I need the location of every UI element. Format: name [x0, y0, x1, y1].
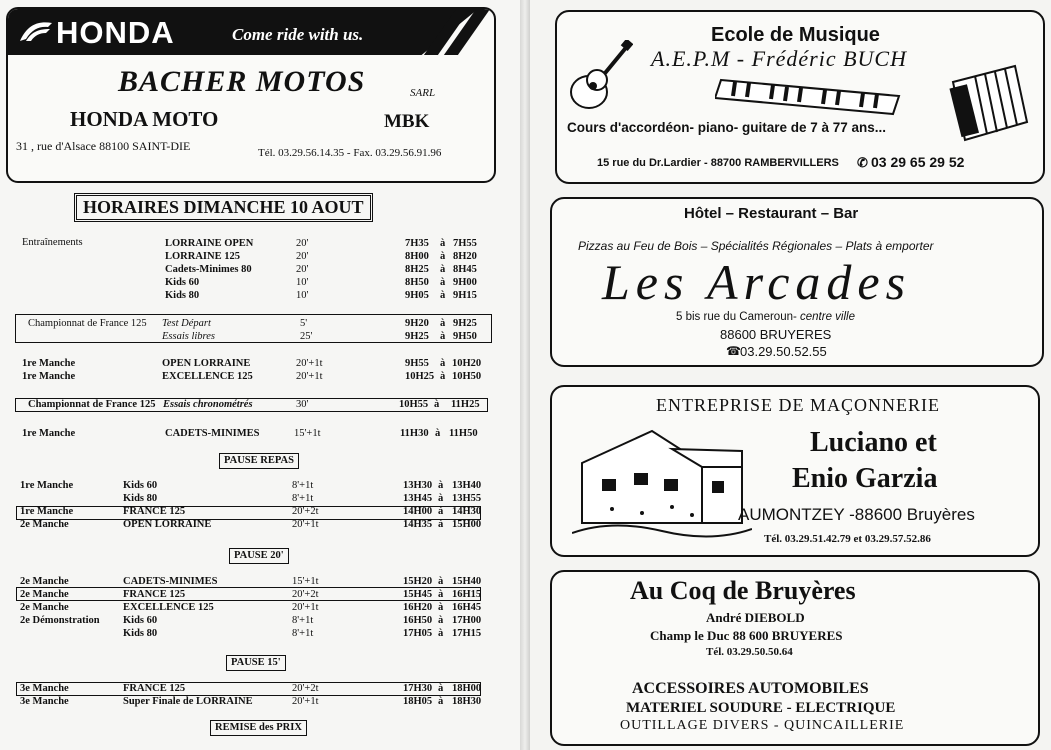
run-label: 1re Manche — [22, 428, 76, 439]
run-label: 2e Manche — [20, 602, 69, 613]
time-separator: à — [440, 331, 446, 342]
end-time: 11H50 — [449, 428, 478, 439]
start-time: 16H20 — [403, 602, 433, 613]
start-time: 11H30 — [400, 428, 429, 439]
event-name: Super Finale de LORRAINE — [123, 696, 253, 707]
event-name: EXCELLENCE 125 — [162, 371, 253, 382]
end-time: 10H50 — [452, 371, 482, 382]
arcades-address-b: centre ville — [800, 311, 855, 323]
dealer-name: BACHER MOTOS — [118, 65, 366, 98]
pause-20: PAUSE 20' — [229, 548, 289, 564]
honda-wing-icon — [18, 19, 54, 45]
time-separator: à — [438, 576, 444, 587]
remise-des-prix: REMISE des PRIX — [210, 720, 307, 736]
dealer-address: 31 , rue d'Alsace 88100 SAINT-DIE — [16, 139, 191, 153]
time-separator: à — [440, 264, 446, 275]
page-fold — [520, 0, 530, 750]
coq-owner: André DIEBOLD — [706, 610, 805, 625]
pause-15: PAUSE 15' — [226, 655, 286, 671]
event-name: OPEN LORRAINE — [123, 519, 212, 530]
macon-city: AUMONTZEY -88600 Bruyères — [738, 505, 975, 524]
arcades-city: 88600 BRUYERES — [720, 327, 832, 342]
honda-logo-text: HONDA — [56, 15, 175, 50]
time-separator: à — [435, 428, 441, 439]
run-label: 2e Manche — [20, 589, 69, 600]
end-time: 18H30 — [452, 696, 482, 707]
time-separator: à — [440, 238, 446, 249]
time-separator: à — [438, 696, 444, 707]
event-name: LORRAINE 125 — [165, 251, 240, 262]
duration: 20' — [296, 238, 309, 249]
coq-line-2: MATERIEL SOUDURE - ELECTRIQUE — [626, 700, 896, 716]
row-highlight-box — [16, 506, 481, 520]
start-time: 10H25 — [405, 371, 435, 382]
duration: 20'+1t — [292, 602, 319, 613]
start-time: 16H50 — [403, 615, 433, 626]
start-time: 14H35 — [403, 519, 433, 530]
event-name: Essais chronométrés — [163, 399, 253, 410]
end-time: 9H50 — [453, 331, 477, 342]
phone-icon: ✆ — [857, 155, 868, 170]
event-name: FRANCE 125 — [123, 589, 186, 600]
training-label: Entraînements — [22, 237, 83, 248]
honda-ad — [6, 7, 496, 183]
start-time: 9H20 — [405, 318, 429, 329]
left-page — [0, 0, 520, 750]
coq-line-3: OUTILLAGE DIVERS - QUINCAILLERIE — [620, 718, 905, 733]
run-label: 3e Manche — [20, 683, 69, 694]
time-separator: à — [440, 318, 446, 329]
macon-ad — [550, 385, 1040, 557]
duration: 20'+1t — [296, 358, 323, 369]
duration: 30' — [296, 399, 309, 410]
event-name: Kids 60 — [123, 615, 158, 626]
coq-title: Au Coq de Bruyères — [630, 576, 856, 605]
duration: 8'+1t — [292, 628, 314, 639]
macon-name-1: Luciano et — [810, 427, 937, 458]
run-label: 2e Démonstration — [20, 615, 100, 626]
mbk-line: MBK — [384, 111, 430, 132]
end-time: 15H40 — [452, 576, 482, 587]
music-subtitle: A.E.P.M - Frédéric BUCH — [651, 46, 907, 71]
arcades-name: Les Arcades — [602, 254, 912, 310]
arcades-specials: Pizzas au Feu de Bois – Spécialités Régionales – Plats à emporter — [578, 239, 934, 253]
run-label: 1re Manche — [22, 358, 76, 369]
duration: 25' — [300, 331, 313, 342]
end-time: 16H45 — [452, 602, 482, 613]
time-separator: à — [440, 290, 446, 301]
champ-label: Championnat de France 125 — [28, 318, 147, 329]
duration: 8'+1t — [292, 480, 314, 491]
start-time: 9H55 — [405, 358, 429, 369]
duration: 20'+2t — [292, 589, 319, 600]
start-time: 18H05 — [403, 696, 433, 707]
event-name: CADETS-MINIMES — [123, 576, 218, 587]
start-time: 7H35 — [405, 238, 429, 249]
time-separator: à — [440, 277, 446, 288]
event-name: FRANCE 125 — [123, 683, 186, 694]
duration: 20'+1t — [292, 696, 319, 707]
row-highlight-box — [16, 587, 481, 601]
event-name: Kids 60 — [123, 480, 158, 491]
macon-title: ENTREPRISE DE MAÇONNERIE — [656, 395, 940, 415]
end-time: 16H15 — [452, 589, 482, 600]
end-time: 18H00 — [452, 683, 482, 694]
arcades-ad — [550, 197, 1044, 367]
arcades-title: Hôtel – Restaurant – Bar — [684, 205, 859, 222]
event-name: Kids 80 — [165, 290, 200, 301]
time-separator: à — [434, 399, 440, 410]
coq-address: Champ le Duc 88 600 BRUYERES — [650, 628, 843, 643]
event-name: Cadets-Minimes 80 — [165, 264, 252, 275]
coq-line-1: ACCESSOIRES AUTOMOBILES — [632, 680, 869, 697]
duration: 20' — [296, 264, 309, 275]
event-name: LORRAINE OPEN — [165, 238, 254, 249]
arcades-address-line — [676, 311, 855, 323]
accordion-icon — [945, 62, 1031, 148]
run-label: Championnat de France 125 — [28, 399, 156, 410]
time-separator: à — [440, 358, 446, 369]
duration: 20'+1t — [296, 371, 323, 382]
time-separator: à — [440, 371, 446, 382]
music-title: Ecole de Musique — [711, 24, 880, 46]
macon-name-2: Enio Garzia — [792, 463, 938, 494]
honda-tagline: Come ride with us. — [232, 25, 364, 44]
piano-keys-icon — [715, 70, 905, 118]
duration: 20'+1t — [292, 519, 319, 530]
time-separator: à — [438, 602, 444, 613]
end-time: 8H45 — [453, 264, 477, 275]
end-time: 13H40 — [452, 480, 482, 491]
end-time: 9H00 — [453, 277, 477, 288]
event-name: Kids 80 — [123, 493, 158, 504]
music-address: 15 rue du Dr.Lardier - 88700 RAMBERVILLERS — [597, 157, 839, 169]
start-time: 8H25 — [405, 264, 429, 275]
event-name: EXCELLENCE 125 — [123, 602, 214, 613]
end-time: 13H55 — [452, 493, 482, 504]
duration: 10' — [296, 277, 309, 288]
event-name: Essais libres — [162, 331, 215, 342]
end-time: 8H20 — [453, 251, 477, 262]
end-time: 15H00 — [452, 519, 482, 530]
run-label: 1re Manche — [22, 371, 76, 382]
duration: 8'+1t — [292, 615, 314, 626]
run-label: 1re Manche — [20, 506, 74, 517]
dealer-suffix: SARL — [410, 87, 436, 99]
row-highlight-box — [16, 682, 481, 696]
run-label: 3e Manche — [20, 696, 69, 707]
duration: 20'+2t — [292, 506, 319, 517]
start-time: 13H45 — [403, 493, 433, 504]
time-separator: à — [438, 615, 444, 626]
right-page — [530, 0, 1051, 750]
start-time: 15H45 — [403, 589, 433, 600]
event-name: CADETS-MINIMES — [165, 428, 260, 439]
time-separator: à — [438, 683, 444, 694]
dealer-phone: Tél. 03.29.56.14.35 - Fax. 03.29.56.91.96 — [258, 147, 442, 159]
schedule-title: HORAIRES DIMANCHE 10 AOUT — [74, 193, 373, 222]
music-courses: Cours d'accordéon- piano- guitare de 7 à 77 ans... — [567, 120, 887, 135]
duration: 5' — [300, 318, 308, 329]
guitar-icon — [567, 40, 633, 112]
start-time: 17H05 — [403, 628, 433, 639]
start-time: 9H25 — [405, 331, 429, 342]
music-ad — [555, 10, 1045, 184]
time-separator: à — [438, 493, 444, 504]
event-name: OPEN LORRAINE — [162, 358, 251, 369]
duration: 15'+1t — [292, 576, 319, 587]
time-separator: à — [440, 251, 446, 262]
house-drawing-icon — [572, 423, 752, 543]
event-name: Kids 60 — [165, 277, 200, 288]
start-time: 10H55 — [399, 399, 429, 410]
time-separator: à — [438, 506, 444, 517]
end-time: 7H55 — [453, 238, 477, 249]
duration: 10' — [296, 290, 309, 301]
event-name: FRANCE 125 — [123, 506, 186, 517]
duration: 8'+1t — [292, 493, 314, 504]
coq-ad — [550, 570, 1040, 746]
start-time: 17H30 — [403, 683, 433, 694]
arcades-address: 5 bis rue du Cameroun- — [676, 311, 797, 323]
telephone-icon: ☎ — [726, 344, 741, 358]
start-time: 14H00 — [403, 506, 433, 517]
macon-phones: Tél. 03.29.51.42.79 et 03.29.57.52.86 — [764, 533, 931, 545]
event-name: Kids 80 — [123, 628, 158, 639]
end-time: 9H25 — [453, 318, 477, 329]
end-time: 9H15 — [453, 290, 477, 301]
honda-moto-line: HONDA MOTO — [70, 107, 219, 131]
run-label: 2e Manche — [20, 576, 69, 587]
duration: 20'+2t — [292, 683, 319, 694]
start-time: 13H30 — [403, 480, 433, 491]
time-separator: à — [438, 628, 444, 639]
arcades-phone: 03.29.50.52.55 — [740, 344, 827, 359]
end-time: 11H25 — [451, 399, 480, 410]
duration: 15'+1t — [294, 428, 321, 439]
end-time: 14H30 — [452, 506, 482, 517]
run-label: 2e Manche — [20, 519, 69, 530]
start-time: 8H00 — [405, 251, 429, 262]
time-separator: à — [438, 519, 444, 530]
duration: 20' — [296, 251, 309, 262]
time-separator: à — [438, 480, 444, 491]
time-separator: à — [438, 589, 444, 600]
end-time: 17H00 — [452, 615, 482, 626]
coq-phone: Tél. 03.29.50.50.64 — [706, 646, 793, 658]
music-phone: 03 29 65 29 52 — [871, 154, 965, 170]
start-time: 9H05 — [405, 290, 429, 301]
run-label: 1re Manche — [20, 480, 74, 491]
start-time: 15H20 — [403, 576, 433, 587]
start-time: 8H50 — [405, 277, 429, 288]
event-name: Test Départ — [162, 318, 211, 329]
pause-repas: PAUSE REPAS — [219, 453, 299, 469]
end-time: 10H20 — [452, 358, 482, 369]
end-time: 17H15 — [452, 628, 482, 639]
